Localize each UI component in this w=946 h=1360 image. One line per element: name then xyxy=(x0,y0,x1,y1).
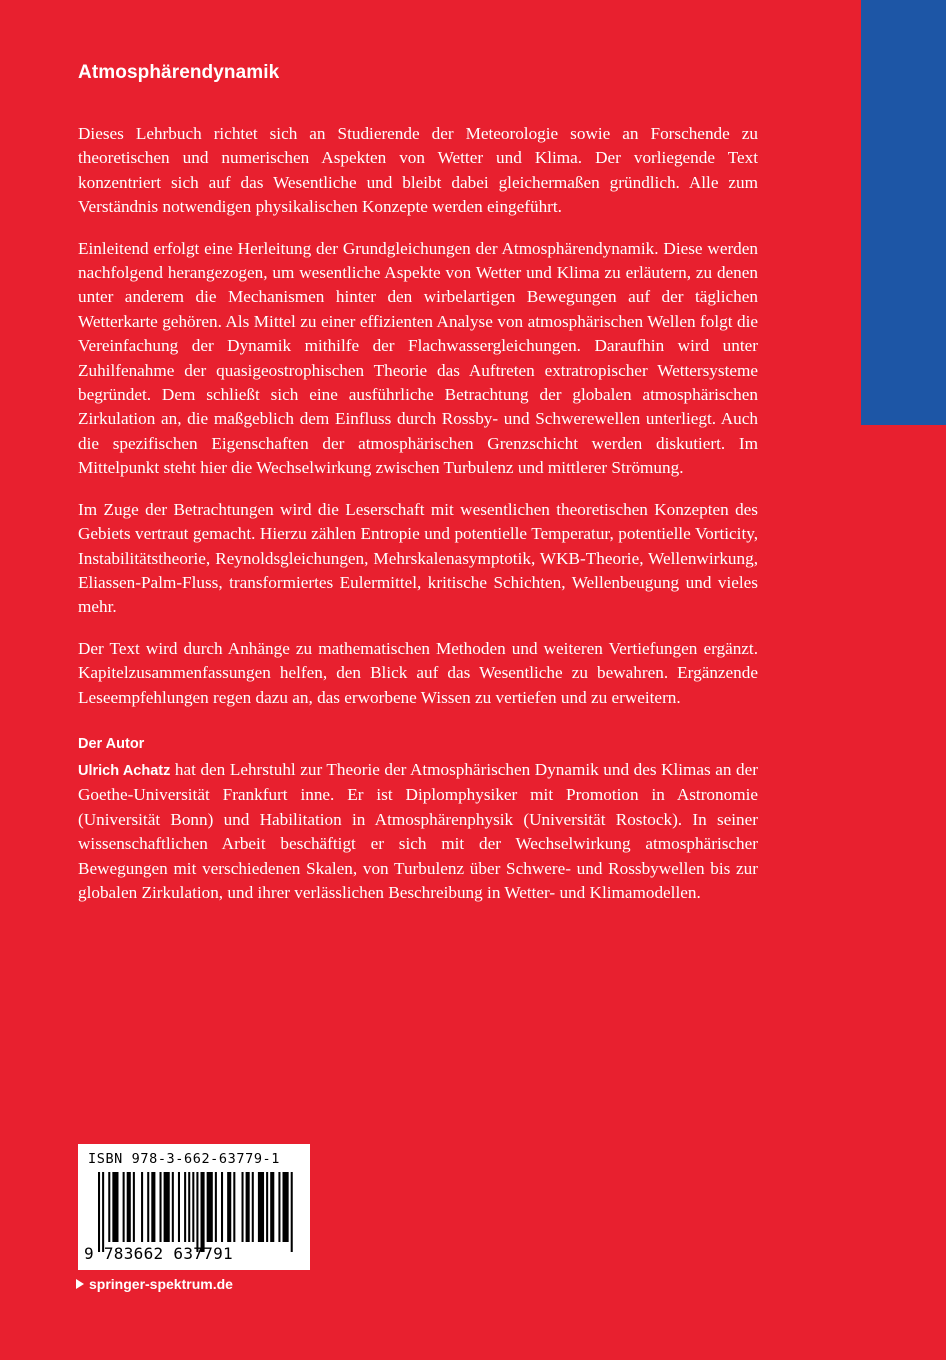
barcode-bar xyxy=(215,1172,217,1242)
barcode-bar xyxy=(184,1172,186,1242)
author-bio-text: hat den Lehrstuhl zur Theorie der Atmosphärischen Dynamik und des Klimas an der Goethe-Universität Frankfurt inne. Er ist Diplomphysiker mit Promotion in Astronomie (Universität Bonn) und Habilitation in Atmosphärenphysik (Universität Rostock). In seiner wissenschaftlichen Arbeit beschäftigt er sich mit der Wechselwirkung atmosphärischer Bewegungen mit verschiedenen Skalen, von Turbulenz über Schwere- und Rossbywellen bis zur globalen Zirkulation, und ihrer verlässlichen Beschreibung in Wetter- und Klimamodellen. xyxy=(78,759,758,902)
barcode-bar xyxy=(172,1172,174,1242)
publisher-url: springer-spektrum.de xyxy=(89,1276,233,1292)
blue-accent-strip xyxy=(861,0,946,425)
description-paragraph-3: Im Zuge der Betrachtungen wird die Leserschaft mit wesentlichen theoretischen Konzepten des Gebiets vertraut gemacht. Hierzu zählen Entropie und potentielle Temperatur, potentielle Vorticity, Instabilitätstheorie, Reynoldsgleichungen, Mehrskalenasymptotik, WKB-Theorie, Wellenwirkung, Eliassen-Palm-Fluss, transformiertes Eulermittel, kritische Schichten, Wellenbeugung und vieles mehr. xyxy=(78,499,758,617)
barcode-bar xyxy=(123,1172,125,1242)
barcode-bar xyxy=(221,1172,223,1242)
isbn-barcode xyxy=(78,1144,310,1270)
barcode-bar xyxy=(108,1172,110,1242)
barcode-bar xyxy=(278,1172,280,1242)
barcode-bar xyxy=(291,1172,293,1252)
barcode-bar xyxy=(160,1172,162,1242)
author-bio xyxy=(78,758,758,905)
author-name: Ulrich Achatz xyxy=(78,762,171,779)
back-cover-content xyxy=(78,62,758,905)
publisher-link[interactable] xyxy=(76,1276,233,1292)
book-title: Atmosphärendynamik xyxy=(78,62,280,83)
barcode-bar xyxy=(112,1172,118,1242)
description-paragraph-4: Der Text wird durch Anhänge zu mathematischen Methoden und weiteren Vertiefungen ergänzt. Kapitelzusammenfassungen helfen, den Blick auf das Wesentliche zu bewahren. Ergänzende Leseempfehlungen regen dazu an, das erworbene Wissen zu vertiefen und zu erweitern. xyxy=(78,638,758,707)
barcode-bar xyxy=(246,1172,250,1242)
barcode-bar xyxy=(192,1172,194,1242)
barcode-bar xyxy=(207,1172,213,1242)
arrow-right-icon xyxy=(76,1279,84,1289)
barcode-bar xyxy=(266,1172,268,1242)
barcode-bar xyxy=(133,1172,135,1242)
barcode-bar xyxy=(283,1172,289,1242)
barcode-bar xyxy=(242,1172,244,1242)
barcode-bar xyxy=(147,1172,149,1242)
barcode-bar xyxy=(98,1172,100,1252)
barcode-bar xyxy=(102,1172,104,1252)
barcode-bar xyxy=(164,1172,170,1242)
barcode-bar xyxy=(151,1172,155,1242)
barcode-digits: 9 783662 637791 xyxy=(84,1244,233,1263)
barcode-bar xyxy=(233,1172,235,1242)
author-heading: Der Autor xyxy=(78,735,145,752)
barcode-bar xyxy=(141,1172,143,1242)
barcode-bar xyxy=(227,1172,231,1242)
barcode-bar xyxy=(270,1172,274,1242)
barcode-bar xyxy=(178,1172,180,1242)
barcode-bar xyxy=(252,1172,254,1242)
description-paragraph-1: Dieses Lehrbuch richtet sich an Studierende der Meteorologie sowie an Forschende zu theoretischen und numerischen Aspekten von Wetter und Klima. Der vorliegende Text konzentriert sich auf das Wesentliche und bleibt dabei gleichermaßen gründlich. Alle zum Verständnis notwendigen physikalischen Konzepte werden eingeführt. xyxy=(78,124,758,217)
isbn-label: ISBN 978-3-662-63779-1 xyxy=(88,1151,281,1167)
barcode-bar xyxy=(201,1172,205,1252)
barcode-bar xyxy=(196,1172,198,1252)
barcode-bar xyxy=(127,1172,131,1242)
description-paragraph-2: Einleitend erfolgt eine Herleitung der Grundgleichungen der Atmosphärendynamik. Diese werden nachfolgend herangezogen, um wesentliche Aspekte von Wetter und Klima zu erläutern, zu denen unter anderem die Mechanismen hinter den wirbelartigen Bewegungen auf der täglichen Wetterkarte gehören. Als Mittel zu einer effizienten Analyse von atmosphärischen Wellen folgt die Vereinfachung der Dynamik mithilfe der Flachwassergleichungen. Daraufhin wird unter Zuhilfenahme der quasigeostrophischen Theorie das Auftreten extratropischer Wettersysteme begründet. Dem schließt sich eine ausführliche Betrachtung der globalen atmosphärischen Zirkulation an, die maßgeblich dem Einfluss durch Rossby- und Schwerewellen unterliegt. Auch die spezifischen Eigenschaften der atmosphärischen Grenzschicht werden diskutiert. Im Mittelpunkt steht hier die Wechselwirkung zwischen Turbulenz und mittlerer Strömung. xyxy=(78,238,758,478)
barcode-bar xyxy=(188,1172,190,1242)
barcode-bar xyxy=(258,1172,264,1242)
